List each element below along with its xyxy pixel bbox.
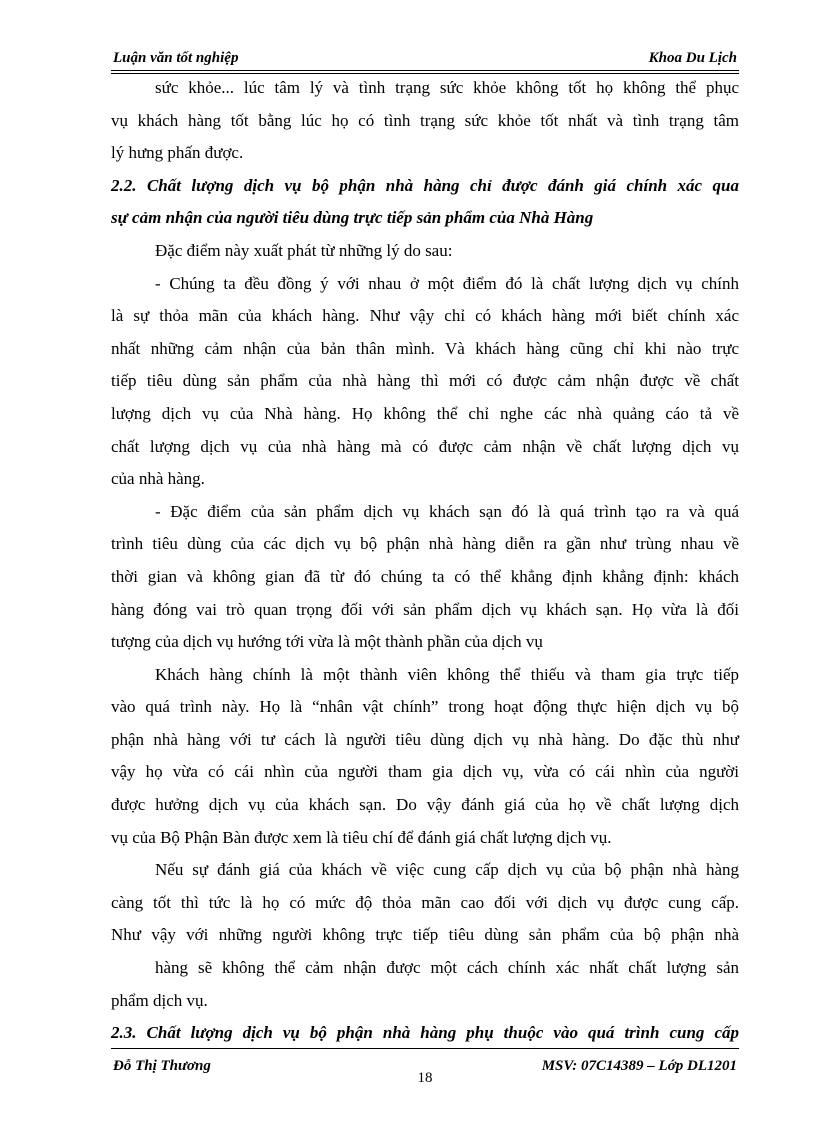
body-line: phận nhà hàng với tư cách là người tiêu dùng dịch vụ nhà hàng. Do đặc thù như: [111, 729, 739, 749]
body-line: vụ khách hàng tốt bằng lúc họ có tình trạng sức khỏe tốt nhất và tình trạng tâm: [111, 110, 739, 130]
body-line: được hưởng dịch vụ của khách sạn. Do vậy đánh giá của họ về chất lượng dịch: [111, 795, 739, 815]
section-heading: 2.2. Chất lượng dịch vụ bộ phận nhà hàng chỉ được đánh giá chính xác qua: [111, 175, 739, 195]
body-line: hàng đóng vai trò quan trọng đối với sản phẩm dịch vụ khách sạn. Họ vừa là đối: [111, 599, 739, 619]
body-line: vào quá trình này. Họ là “nhân vật chính” trong hoạt động thực hiện dịch vụ bộ: [111, 697, 739, 717]
body-line: tiếp tiêu dùng sản phẩm của nhà hàng thì mới có được cảm nhận được về chất: [111, 371, 739, 391]
body-line: thời gian và không gian đã từ đó chúng ta có thể khẳng định khẳng định: khách: [111, 566, 739, 586]
body-line: của nhà hàng.: [111, 469, 205, 489]
body-line: vậy họ vừa có cái nhìn của người tham gia dịch vụ, vừa có cái nhìn của người: [111, 762, 739, 782]
page-footer: [111, 1048, 739, 1089]
body-line: phẩm dịch vụ.: [111, 990, 208, 1010]
footer-student-id: MSV: 07C14389 – Lớp DL1201: [541, 1058, 737, 1074]
header-faculty: Khoa Du Lịch: [648, 50, 737, 66]
body-line: Nếu sự đánh giá của khách về việc cung cấp dịch vụ của bộ phận nhà hàng: [155, 860, 739, 880]
body-line: Như vậy với những người không trực tiếp tiêu dùng sản phẩm của bộ phận nhà: [111, 925, 739, 945]
body-line: tượng của dịch vụ hướng tới vừa là một thành phần của dịch vụ: [111, 632, 543, 652]
body-line: - Đặc điểm của sản phẩm dịch vụ khách sạn đó là quá trình tạo ra và quá: [155, 501, 739, 521]
header-thesis-title: Luận văn tốt nghiệp: [113, 50, 239, 66]
body-line: Đặc điểm này xuất phát từ những lý do sau:: [155, 240, 453, 260]
section-heading: sự cảm nhận của người tiêu dùng trực tiếp sản phẩm của Nhà Hàng: [111, 208, 594, 228]
body-line: nhất những cảm nhận của bản thân mình. Và khách hàng cũng chỉ khi nào trực: [111, 338, 739, 358]
page-body: [111, 72, 739, 1050]
page-number: 18: [417, 1070, 433, 1086]
body-line: sức khỏe... lúc tâm lý và tình trạng sức khỏe không tốt họ không thể phục: [155, 78, 739, 97]
body-line: càng tốt thì tức là họ có mức độ thỏa mãn cao đối với dịch vụ được cung cấp.: [111, 892, 739, 912]
body-line: chất lượng dịch vụ của nhà hàng mà có được cảm nhận về chất lượng dịch vụ: [111, 436, 739, 456]
page-header: [111, 44, 739, 71]
body-line: - Chúng ta đều đồng ý với nhau ở một điểm đó là chất lượng dịch vụ chính: [155, 273, 739, 293]
body-line: là sự thỏa mãn của khách hàng. Như vậy chỉ có khách hàng mới biết chính xác: [111, 306, 739, 326]
body-line: trình tiêu dùng của các dịch vụ bộ phận nhà hàng diễn ra gần như trùng nhau về: [111, 534, 739, 554]
body-line: lượng dịch vụ của Nhà hàng. Họ không thể chỉ nghe các nhà quảng cáo tả về: [111, 403, 739, 423]
footer-author: Đỗ Thị Thương: [113, 1058, 211, 1074]
body-line: lý hưng phấn được.: [111, 143, 244, 163]
body-line: vụ của Bộ Phận Bàn được xem là tiêu chí để đánh giá chất lượng dịch vụ.: [111, 827, 612, 847]
body-line: hàng sẽ không thể cảm nhận được một cách chính xác nhất chất lượng sản: [155, 958, 739, 978]
section-heading: 2.3. Chất lượng dịch vụ bộ phận nhà hàng phụ thuộc vào quá trình cung cấp: [111, 1023, 739, 1043]
body-line: Khách hàng chính là một thành viên không thể thiếu và tham gia trực tiếp: [155, 664, 739, 684]
